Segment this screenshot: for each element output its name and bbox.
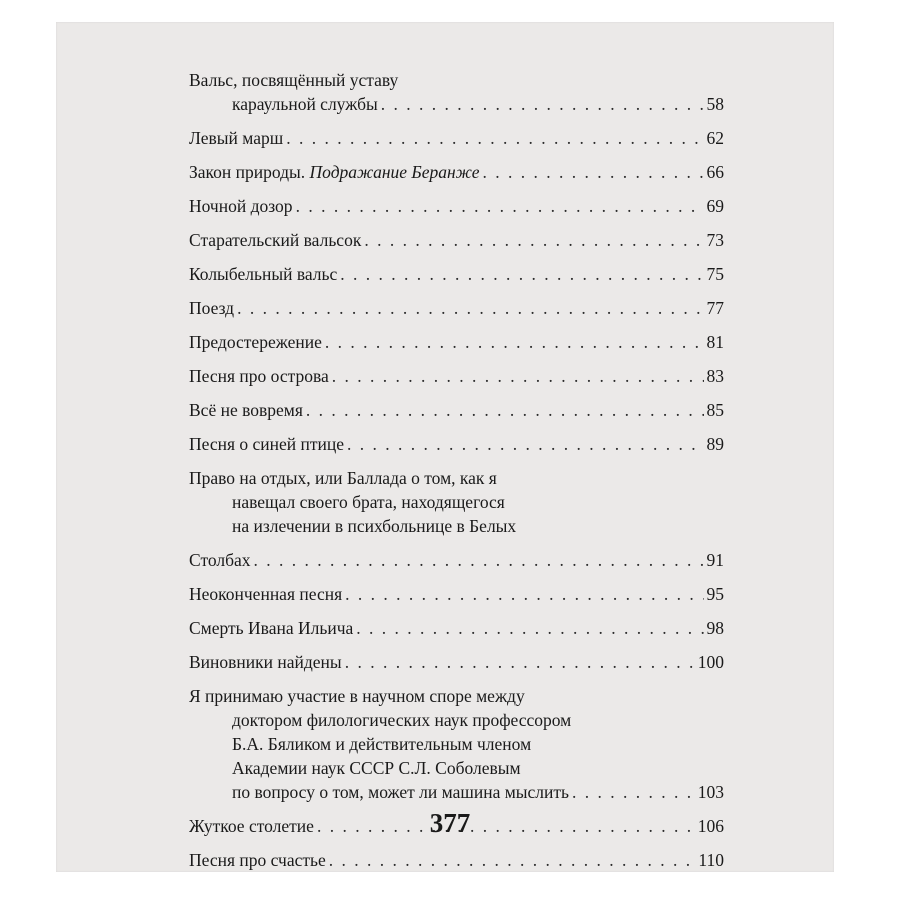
entry-title: Поезд <box>189 298 235 318</box>
entry-title-line: на излечении в психбольнице в Белых <box>232 516 517 536</box>
page-ref: 106 <box>697 816 724 836</box>
page-ref: 98 <box>706 618 724 638</box>
leader-dots <box>340 262 703 286</box>
entry-title-line: Столбах <box>189 550 251 570</box>
entry-title: Жуткое столетие <box>189 816 314 836</box>
entry-title: Закон природы. Подражание Беранже <box>189 162 480 182</box>
page-ref: 83 <box>706 366 724 386</box>
page-ref: 89 <box>706 434 724 454</box>
entry-title-line: Вальс, посвящённый уставу <box>189 70 399 90</box>
leader-dots <box>286 126 703 150</box>
toc-entry <box>189 616 724 640</box>
entry-title: Старательский вальсок <box>189 230 362 250</box>
entry-title: Песня о синей птице <box>189 434 345 454</box>
page-ref: 100 <box>697 652 724 672</box>
entry-title: Предостережение <box>189 332 322 352</box>
leader-dots <box>329 848 696 872</box>
toc-entry <box>189 364 724 388</box>
entry-title: Неоконченная песня <box>189 584 343 604</box>
leader-dots <box>572 780 695 804</box>
leader-dots <box>356 616 703 640</box>
entry-title: Ночной дозор <box>189 196 293 216</box>
entry-title: Смерть Ивана Ильича <box>189 618 354 638</box>
leader-dots <box>296 194 704 218</box>
leader-dots <box>345 582 703 606</box>
page-ref: 62 <box>706 128 724 148</box>
toc-entry <box>189 330 724 354</box>
toc-entry <box>189 650 724 674</box>
entry-title-line: Академии наук СССР С.Л. Соболевым <box>232 758 521 778</box>
page-ref: 75 <box>706 264 724 284</box>
entry-title-line: навещал своего брата, находящегося <box>232 492 505 512</box>
leader-dots <box>332 364 704 388</box>
leader-dots <box>306 398 704 422</box>
page-ref: 73 <box>706 230 724 250</box>
entry-title-line: караульной службы <box>232 94 378 114</box>
page-ref: 77 <box>706 298 724 318</box>
page-number: 377 <box>429 808 471 838</box>
page-ref: 91 <box>706 550 724 570</box>
entry-title-line: доктором филологических наук профессором <box>232 710 572 730</box>
table-of-contents <box>189 68 724 872</box>
page-ref: 69 <box>706 196 724 216</box>
page-ref: 85 <box>706 400 724 420</box>
toc-entry <box>189 582 724 606</box>
entry-title: Колыбельный вальс <box>189 264 338 284</box>
page-ref: 58 <box>706 94 724 114</box>
toc-entry <box>189 398 724 422</box>
toc-entry <box>189 466 724 572</box>
page-ref: 66 <box>706 162 724 182</box>
leader-dots <box>381 92 704 116</box>
toc-entry <box>189 68 724 116</box>
toc-entry <box>189 126 724 150</box>
toc-entry <box>189 684 724 804</box>
page-ref: 81 <box>706 332 724 352</box>
leader-dots <box>347 432 703 456</box>
leader-dots <box>483 160 704 184</box>
entry-title: Всё не вовремя <box>189 400 303 420</box>
entry-title: Левый марш <box>189 128 284 148</box>
entry-title-line: Б.А. Бяликом и действительным членом <box>232 734 532 754</box>
toc-entry <box>189 848 724 872</box>
leader-dots <box>325 330 704 354</box>
leader-dots <box>237 296 703 320</box>
toc-entry <box>189 160 724 184</box>
toc-entry <box>189 296 724 320</box>
entry-title-line: Я принимаю участие в научном споре между <box>189 686 525 706</box>
toc-entry <box>189 262 724 286</box>
entry-title: Песня про острова <box>189 366 329 386</box>
entry-subtitle-italic: Подражание Беранже <box>309 162 480 182</box>
toc-entry <box>189 228 724 252</box>
page-ref: 103 <box>697 782 724 802</box>
page-ref: 95 <box>706 584 724 604</box>
entry-title: Песня про счастье <box>189 850 326 870</box>
entry-title-line: Право на отдых, или Баллада о том, как я <box>189 468 497 488</box>
entry-title-line: по вопросу о том, может ли машина мыслить <box>232 782 570 802</box>
leader-dots <box>364 228 703 252</box>
leader-dots <box>345 650 695 674</box>
entry-title: Виновники найдены <box>189 652 342 672</box>
leader-dots <box>254 548 704 572</box>
page-ref: 110 <box>698 850 724 870</box>
toc-entry <box>189 194 724 218</box>
toc-entry <box>189 432 724 456</box>
